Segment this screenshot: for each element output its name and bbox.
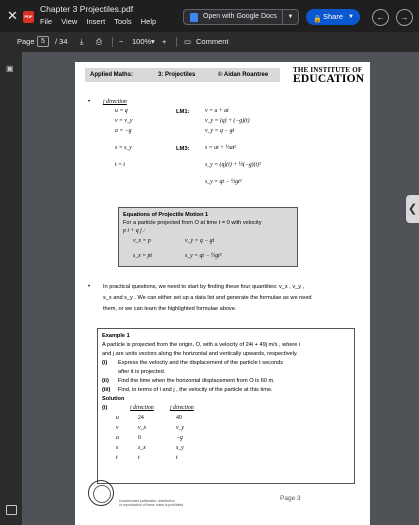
part-number: (iii) <box>102 387 111 393</box>
share-button[interactable] <box>306 9 360 25</box>
pdf-page <box>75 62 370 525</box>
part-text: Express the velocity and the displacement of the particle t seconds <box>118 360 284 366</box>
lm1-label: LM1: <box>176 109 190 115</box>
footer-note-line1: Unauthorised publication, distribution <box>119 499 175 503</box>
row-j-value: v_y <box>176 425 185 431</box>
page-number: Page 3 <box>280 495 301 502</box>
zoom-out-icon[interactable]: − <box>119 37 124 46</box>
equations-line1: For a particle projected from O at time t = 0 with velocity <box>123 220 262 226</box>
close-icon[interactable]: ✕ <box>7 8 18 23</box>
toolbar-divider <box>112 37 113 47</box>
zoom-dropdown-icon[interactable]: ▾ <box>151 37 155 46</box>
print-icon[interactable]: ⎙ <box>96 37 102 46</box>
lm1-eq3: v_y = q − gt <box>205 128 235 134</box>
comment-icon[interactable]: ▭ <box>184 37 192 46</box>
previous-arrow-icon[interactable]: ← <box>372 9 389 26</box>
row-j-value: s_y <box>176 445 184 451</box>
open-with-dropdown-button[interactable]: ▼ <box>283 9 299 25</box>
row-j-value: t <box>176 455 178 461</box>
lm3-eq3: s_y = qt − ½gt² <box>205 179 242 185</box>
institute-logo-line1: THE INSTITUTE OF <box>293 66 363 74</box>
menu-help[interactable]: Help <box>140 17 157 26</box>
open-with-google-docs-button[interactable] <box>183 9 283 25</box>
equation-sy: s_y = qt − ½gt² <box>185 253 222 259</box>
lm1-eq2: v_y = (q) + (−g)(t) <box>205 118 250 124</box>
row-i-value: t <box>138 455 140 461</box>
row-symbol: v <box>116 425 119 431</box>
menu-view[interactable]: View <box>61 17 78 26</box>
suvat-t: t = t <box>115 162 126 168</box>
part-number: (i) <box>102 360 108 366</box>
document-title: Chapter 3 Projectiles.pdf <box>40 4 134 14</box>
menu-tools[interactable]: Tools <box>114 17 132 26</box>
header-course: Applied Maths: <box>90 72 133 78</box>
equations-line2: p i + q j : <box>123 228 146 234</box>
solution-part: (i) <box>102 405 108 411</box>
j-direction-heading: j direction <box>170 405 194 411</box>
menu-file[interactable]: File <box>40 17 53 26</box>
equation-vx: v_x = p <box>133 238 151 244</box>
part-text: Find, in terms of i and j , the velocity of the particle at this time. <box>118 387 273 393</box>
page-number-input[interactable]: 5 <box>37 36 49 47</box>
lm1-eq1: v = u + at <box>205 108 229 114</box>
example-box <box>97 328 355 484</box>
lm3-eq1: s = ut + ½at² <box>205 145 236 151</box>
row-symbol: u <box>116 415 119 421</box>
suvat-v: v = v_y <box>115 118 133 124</box>
pdf-toolbar <box>0 32 419 52</box>
google-docs-icon <box>190 13 198 22</box>
example-line2: and j are units vectors along the horizontal and vertically upwards, respectively. <box>102 351 298 357</box>
part-number: (ii) <box>102 378 109 384</box>
part-text: Find the time when the horizontal displacement from O is 60 m. <box>118 378 275 384</box>
pdf-file-icon: PDF <box>23 11 34 23</box>
header-author: © Aidan Roantree <box>218 72 269 78</box>
institute-logo-line2: EDUCATION <box>293 73 365 85</box>
equation-vy: v_y = q − gt <box>185 238 215 244</box>
menu-insert[interactable]: Insert <box>86 17 106 26</box>
page-header-bar <box>85 68 280 82</box>
paragraph-line2: s_x and s_y . We can either set up a data list and generate the formulae as we need <box>103 295 312 301</box>
row-symbol: t <box>116 455 118 461</box>
side-panel-expand-button[interactable]: ❮ <box>406 195 419 223</box>
row-i-value: 24 <box>138 415 144 421</box>
suvat-u: u = q <box>115 108 128 114</box>
row-symbol: a <box>116 435 119 441</box>
zoom-level[interactable]: 100% <box>132 37 152 46</box>
total-pages: / 34 <box>55 37 68 46</box>
zoom-in-icon[interactable]: + <box>162 37 167 46</box>
sidebar-toggle-icon[interactable]: ▣ <box>6 64 14 73</box>
comment-button[interactable]: Comment <box>196 37 229 46</box>
row-j-value: −g <box>176 435 183 441</box>
top-bar <box>0 0 419 32</box>
footer-note <box>119 499 183 507</box>
next-arrow-icon[interactable]: → <box>396 9 413 26</box>
left-side-panel <box>0 52 22 525</box>
part-text: after it is projected. <box>118 369 166 375</box>
lm3-eq2: s_y = (q)(t) + ½(−g)(t)² <box>205 162 261 168</box>
example-line1: A particle is projected from the origin, O, with a velocity of 24i + 49j m/s , where i <box>102 342 301 348</box>
lock-icon: 🔒 <box>313 16 322 23</box>
equation-sx: s_x = pt <box>133 253 153 259</box>
institute-seal-logo <box>88 480 114 506</box>
bullet: • <box>88 284 91 290</box>
menu-bar <box>40 17 163 26</box>
header-chapter: 3: Projectiles <box>158 72 196 78</box>
paragraph-line1: In practical questions, we need to start by finding these four quantities: v_x , v_y , <box>103 284 305 290</box>
page-label: Page <box>17 37 35 46</box>
example-title: Example 1 <box>102 333 130 339</box>
open-with-label: Open with Google Docs <box>203 13 277 20</box>
footer-note-line2: or reproduction of these notes is prohibited <box>119 503 184 507</box>
toolbar-divider <box>176 37 177 47</box>
equations-title: Equations of Projectile Motion 1 <box>123 212 209 218</box>
share-label: Share <box>323 12 344 21</box>
row-symbol: s <box>116 445 119 451</box>
download-icon[interactable]: ⤓ <box>80 37 84 46</box>
row-i-value: v_x <box>138 425 147 431</box>
paragraph-line3: them, or we can learn the highlighted formulae above. <box>103 306 237 312</box>
equations-box <box>118 207 298 267</box>
bullet: • <box>88 99 91 105</box>
suvat-a: a = −g <box>115 128 132 134</box>
row-j-value: 49 <box>176 415 182 421</box>
row-i-value: 0 <box>138 435 141 441</box>
solution-label: Solution <box>102 396 125 402</box>
suvat-s: s = s_y <box>115 145 132 151</box>
panel-collapse-icon[interactable] <box>6 505 17 515</box>
i-direction-heading: i direction <box>130 405 154 411</box>
j-direction-heading: j direction <box>103 99 127 105</box>
chevron-down-icon: ▼ <box>348 14 354 20</box>
row-i-value: s_x <box>138 445 146 451</box>
lm3-label: LM3: <box>176 146 190 152</box>
